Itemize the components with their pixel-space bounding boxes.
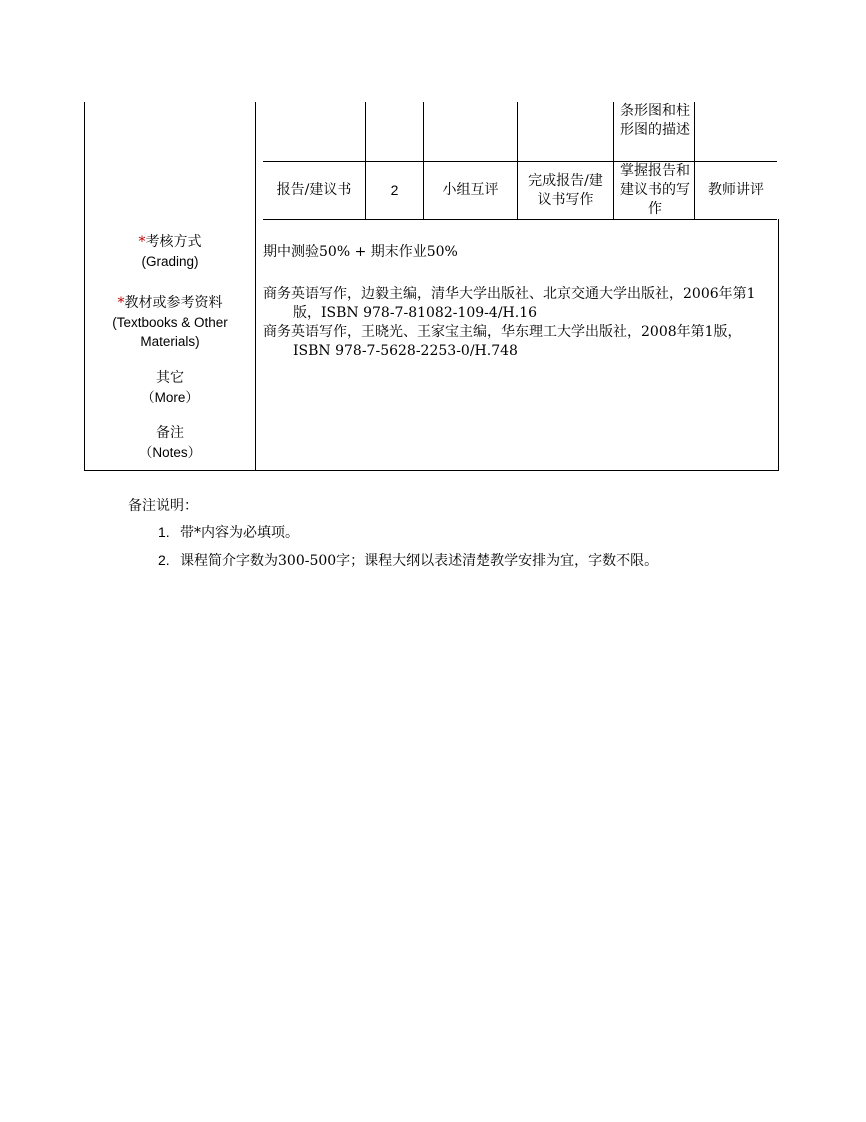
- textbooks-label: [86, 294, 254, 351]
- notes-label: [86, 424, 254, 462]
- table-left-border: [84, 102, 85, 471]
- schedule-topic-cell: [263, 102, 365, 161]
- footnote-item: [158, 550, 658, 570]
- grading-value: 期中测验50% + 期末作业50%: [263, 244, 458, 260]
- schedule-teaching-cell: 教师讲评: [708, 182, 764, 198]
- more-label: [86, 369, 254, 407]
- grading-label: [86, 233, 254, 271]
- footnote-text: 课程简介字数为300-500字；课程大纲以表述清楚教学安排为宜，字数不限。: [180, 553, 659, 569]
- footnote-text: 带*内容为必填项。: [180, 525, 299, 541]
- footnote-title: 备注说明：: [128, 498, 198, 514]
- schedule-hours-cell: 2: [390, 182, 399, 198]
- schedule-assignment-cell: [518, 102, 613, 161]
- required-star: *: [138, 234, 146, 250]
- schedule-method-cell: [424, 102, 517, 161]
- schedule-teaching-cell: [695, 102, 777, 161]
- grading-label-en: (Grading): [141, 254, 199, 269]
- table-bottom-border: [84, 470, 779, 471]
- more-label-en: （More）: [141, 390, 199, 405]
- grading-label-cn: 考核方式: [145, 234, 202, 250]
- textbook-reference: 商务英语写作，边毅主编，清华大学出版社、北京交通大学出版社，2006年第1版，ISBN 978-7-81082-109-4/H.16: [263, 286, 756, 321]
- schedule-method-cell: 小组互评: [442, 182, 499, 198]
- notes-label-en: （Notes）: [138, 445, 202, 460]
- textbooks-label-cn: 教材或参考资料: [124, 295, 223, 311]
- schedule-hours-cell: [366, 102, 423, 161]
- table-divider-vertical: [255, 102, 256, 471]
- textbooks-list: [263, 285, 775, 361]
- footnote-number: 1.: [158, 524, 170, 540]
- table-right-border: [778, 219, 779, 471]
- more-label-cn: 其它: [156, 370, 184, 386]
- footnote-item: [158, 522, 299, 542]
- textbooks-label-en: (Textbooks & Other Materials): [112, 315, 228, 349]
- notes-label-cn: 备注: [156, 425, 184, 441]
- schedule-bottom-border: [263, 219, 777, 220]
- schedule-objective-cell: 掌握报告和建议书的写作: [620, 163, 690, 217]
- schedule-objective-cell: 条形图和柱形图的描述: [620, 103, 690, 138]
- required-star: *: [117, 295, 125, 311]
- schedule-topic-cell: 报告/建议书: [276, 182, 352, 198]
- footnote-number: 2.: [158, 552, 170, 568]
- textbook-reference: 商务英语写作，王晓光、王家宝主编，华东理工大学出版社，2008年第1版，ISBN 978-7-5628-2253-0/H.748: [263, 324, 742, 359]
- schedule-assignment-cell: 完成报告/建议书写作: [528, 172, 603, 208]
- schedule-col-divider-4: [613, 102, 614, 220]
